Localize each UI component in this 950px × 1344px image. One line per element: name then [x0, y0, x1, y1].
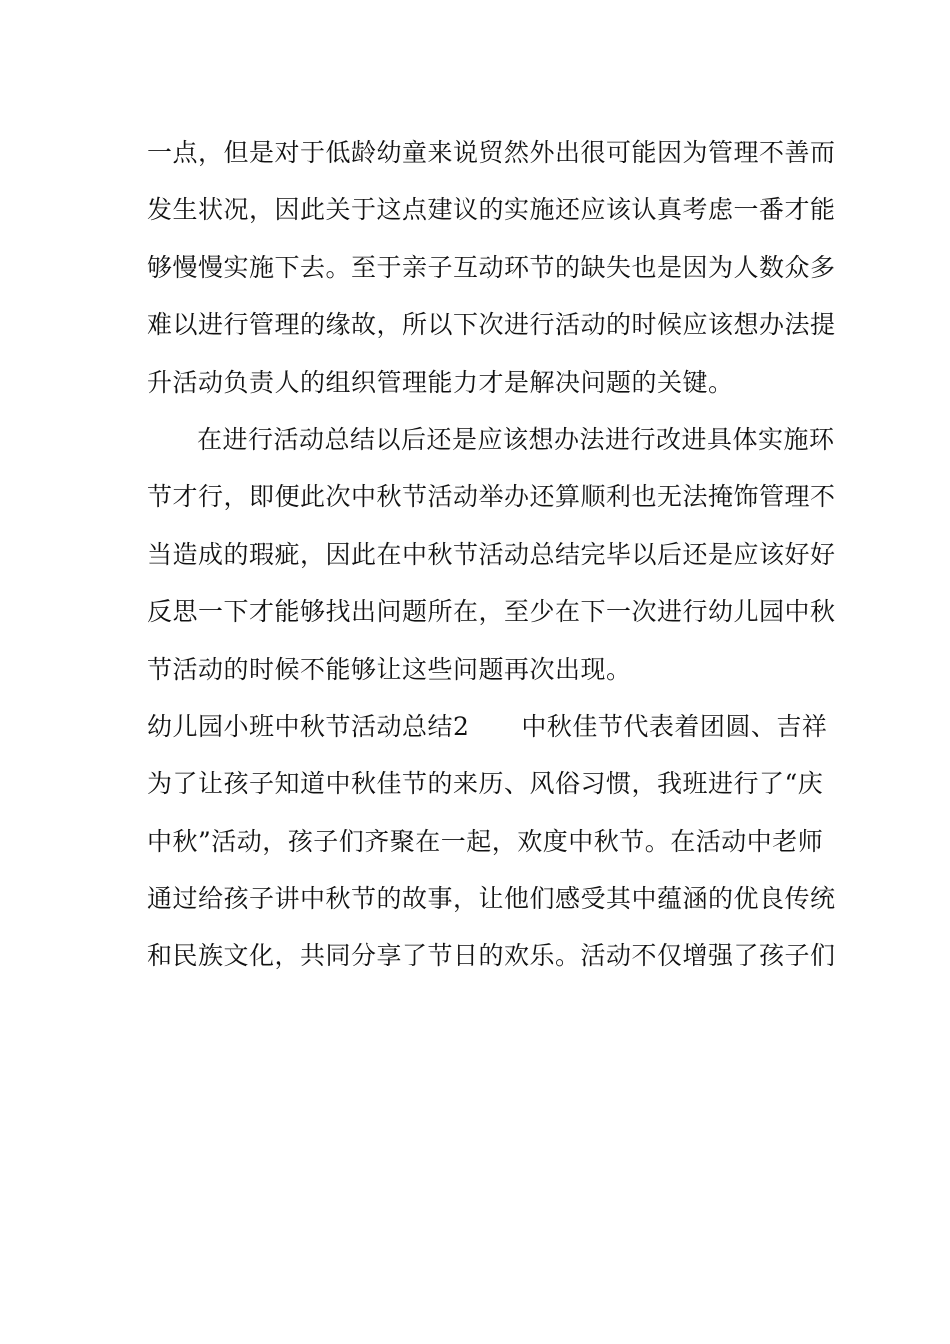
text-line: 难以进行管理的缘故，所以下次进行活动的时候应该想办法提	[147, 310, 836, 340]
text-line: 升活动负责人的组织管理能力才是解决问题的关键。	[147, 367, 734, 397]
text-line: 反思一下才能够找出问题所在，至少在下一次进行幼儿园中秋	[147, 597, 836, 627]
text-line: 够慢慢实施下去。至于亲子互动环节的缺失也是因为人数众多	[147, 252, 836, 282]
section-title: 幼儿园小班中秋节活动总结2	[147, 711, 470, 741]
paragraph-first-line: 在进行活动总结以后还是应该想办法进行改进具体实施环	[197, 424, 835, 454]
section-first-text: 中秋佳节代表着团圆、吉祥	[521, 711, 828, 741]
document-body	[147, 128, 836, 989]
text-line: 节才行，即便此次中秋节活动举办还算顺利也无法掩饰管理不	[147, 482, 836, 512]
text-line: 为了让孩子知道中秋佳节的来历、风俗习惯，我班进行了“庆	[147, 769, 824, 799]
text-line: 和民族文化，共同分享了节日的欢乐。活动不仅增强了孩子们	[147, 941, 836, 971]
text-line: 中秋”活动，孩子们齐聚在一起，欢度中秋节。在活动中老师	[147, 826, 824, 856]
text-line: 节活动的时候不能够让这些问题再次出现。	[147, 654, 632, 684]
section-heading-line	[147, 702, 828, 759]
text-line: 当造成的瑕疵，因此在中秋节活动总结完毕以后还是应该好好	[147, 539, 836, 569]
text-line: 通过给孩子讲中秋节的故事，让他们感受其中蕴涵的优良传统	[147, 884, 836, 914]
text-line: 一点，但是对于低龄幼童来说贸然外出很可能因为管理不善而	[147, 138, 836, 167]
text-line: 发生状况，因此关于这点建议的实施还应该认真考虑一番才能	[147, 195, 836, 225]
